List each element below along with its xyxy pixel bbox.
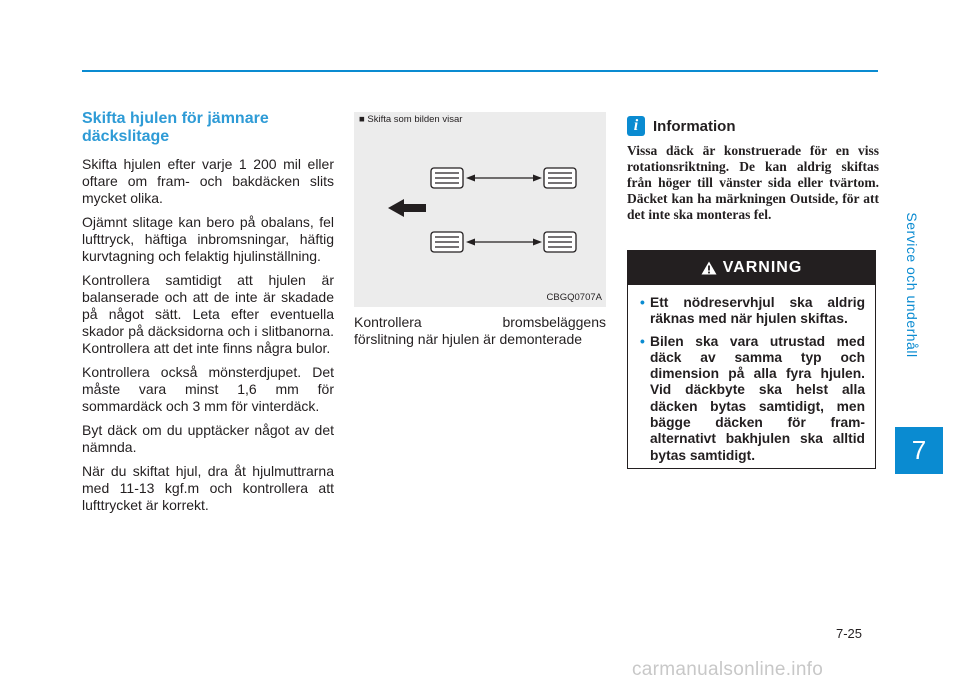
list-item: • Bilen ska vara utrustad med däck av samma typ och dimension på alla fyra hjulen. Vid däckbyte ska helst alla däcken bytas samtidigt, men bägge däcken för fram-alternativt bakhjulen ska alltid bytas samtidigt. — [640, 333, 865, 463]
warning-box — [627, 250, 876, 469]
figure-caption: ■ Skifta som bilden visar — [359, 114, 463, 125]
section-column — [82, 110, 334, 521]
figure-note-line: förslitning när hjulen är demonterade — [354, 331, 583, 347]
tire-icon — [544, 168, 576, 188]
information-box — [627, 115, 879, 223]
figure-note-word: bromsbeläggens — [502, 314, 606, 330]
tire-icon — [431, 232, 463, 252]
arrow-icon — [388, 199, 426, 217]
chapter-side-label: Service och underhåll — [904, 212, 920, 358]
info-icon: i — [627, 116, 645, 136]
list-item: • Ett nödreservhjul ska aldrig räknas med när hjulen skiftas. — [640, 295, 865, 327]
paragraph: När du skiftat hjul, dra åt hjulmuttrarna med 11-13 kgf.m och kontrollera att lufttrycket är korrekt. — [82, 463, 334, 513]
paragraph: Ojämnt slitage kan bero på obalans, fel lufttryck, häftiga inbromsningar, häftig kurvtagning och felaktig hjulinställning. — [82, 214, 334, 264]
page-number: 7-25 — [836, 626, 863, 641]
paragraph: Kontrollera samtidigt att hjulen är balanserade och att de inte är skadade på något sätt. Leta efter eventuella skador på däcksidorna och i slitbanorna. Kontrollera att det inte finns några bulor. — [82, 272, 334, 356]
figure-note — [354, 314, 606, 348]
paragraph: Kontrollera också mönsterdjupet. Det måste vara minst 1,6 mm för sommardäck och 3 mm för vinterdäck. — [82, 364, 334, 414]
tire-rotation-diagram — [354, 112, 606, 307]
information-text: Vissa däck är konstruerade för en viss rotationsriktning. De kan aldrig skiftas från höger till vänster sida eller tvärtom. Däcket kan ha märkningen Outside, för att det inte ska monteras fel. — [627, 143, 879, 222]
warning-list — [628, 285, 875, 464]
tire-icon — [544, 232, 576, 252]
warning-title: VARNING — [722, 259, 803, 276]
bullet-icon: • — [640, 333, 645, 349]
chapter-tab: 7 — [895, 427, 943, 474]
paragraph: Skifta hjulen efter varje 1 200 mil eller oftare om fram- och bakdäcken slits mycket olika. — [82, 156, 334, 206]
tire-rotation-figure — [354, 112, 606, 307]
figure-note-word: Kontrollera — [354, 314, 422, 330]
information-title: Information — [653, 117, 736, 135]
warning-header — [628, 251, 875, 285]
figure-code: CBGQ0707A — [546, 292, 602, 303]
paragraph: Byt däck om du upptäcker något av det nämnda. — [82, 422, 334, 455]
section-title: Skifta hjulen för jämnare däckslitage — [82, 110, 269, 145]
header-rule — [82, 70, 878, 72]
watermark: carmanualsonline.info — [632, 659, 824, 680]
warning-triangle-icon — [701, 261, 717, 275]
bullet-icon: • — [640, 295, 645, 310]
tire-icon — [431, 168, 463, 188]
